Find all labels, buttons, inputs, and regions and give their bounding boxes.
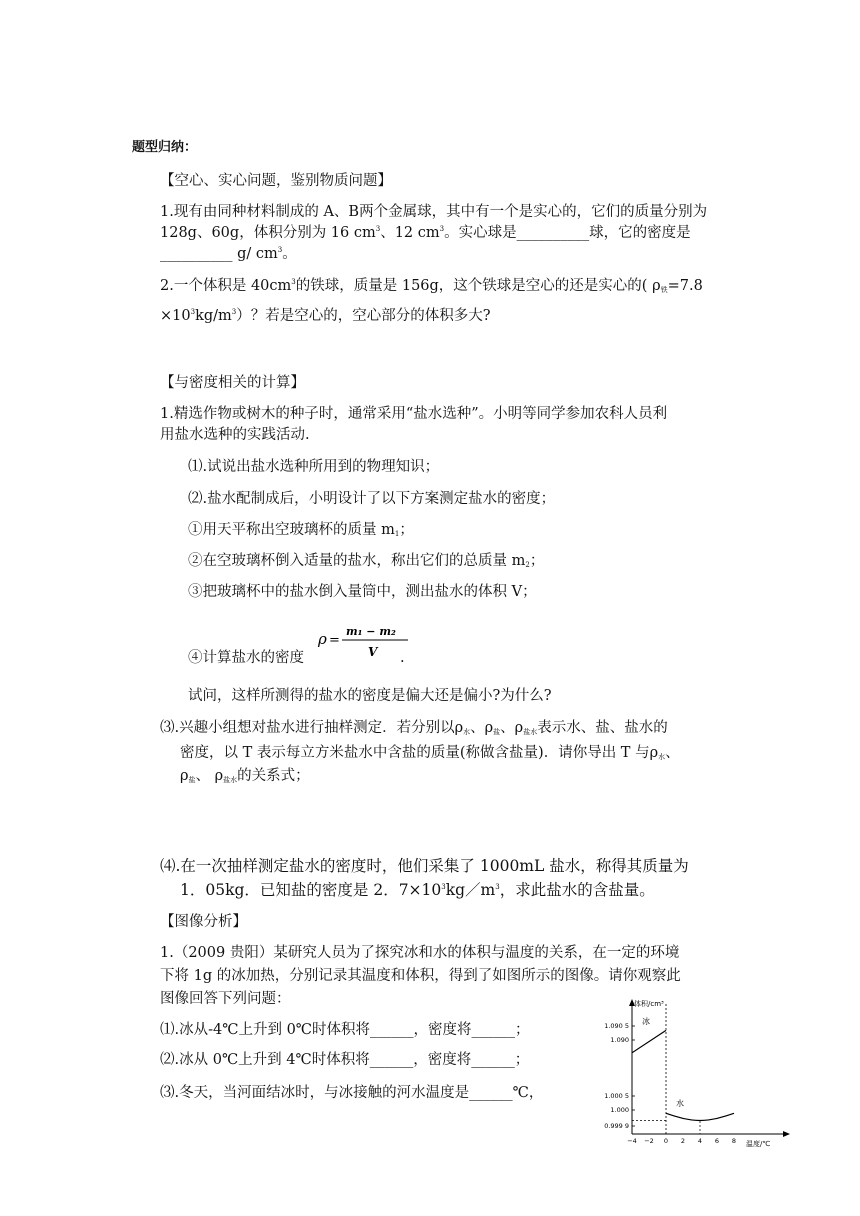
sec1-q1-line2: 128g、60g，体积分别为 16 $cm^3$、12 $cm^3$。实心球是__________球，它的密度是 [160, 225, 691, 241]
y-tick-label: 1.000 5 [604, 1092, 629, 1100]
sec3-q1-answer1: ⑴.冰从-4℃上升到 0℃时体积将______，密度将______； [160, 1022, 530, 1038]
sec2-q1-step3: ③把玻璃杯中的盐水倒入量筒中，测出盐水的体积 V； [188, 584, 537, 600]
sec1-q1-line1: 1.现有由同种材料制成的 A、B两个金属球，其中有一个是实心的，它们的质量分别为 [160, 204, 708, 220]
sec2-q1-line2: 用盐水选种的实践活动. [160, 427, 310, 443]
ice-label: 冰 [642, 1017, 650, 1026]
sec2-p4-line2: 1．05kg．已知盐的密度是 2．$7\times 10^3kg/m^3$，求此盐水的含盐量。 [180, 881, 655, 899]
sec3-q1-line3: 图像回答下列问题： [160, 991, 291, 1007]
sec1-q2-line2: $\times 10^3kg/m^3$）？若是空心的，空心部分的体积多大? [160, 308, 491, 324]
sec2-q1-ask: 试问，这样所测得的盐水的密度是偏大还是偏小?为什么? [188, 688, 552, 704]
formula-denominator: V [368, 645, 378, 659]
y-tick-label: 0.999 9 [604, 1122, 629, 1130]
sec3-q1-answer2: ⑵.冰从 0℃上升到 4℃时体积将______，密度将______； [160, 1052, 530, 1068]
x-axis-arrow [783, 1131, 790, 1137]
sec2-p3-line2: 密度，以 T 表示每立方米盐水中含盐的质量(称做含盐量)．请你导出 T 与$\rho_水$、 [180, 745, 680, 761]
sec2-q1-step4: ④计算盐水的密度 [188, 650, 304, 666]
formula-equals: = [329, 633, 340, 648]
sec3-q1-answer3: ⑶.冬天，当河面结冰时，与冰接触的河水温度是______℃， [160, 1085, 544, 1101]
sec2-q1-part2: ⑵.盐水配制成后，小明设计了以下方案测定盐水的密度； [188, 491, 556, 507]
sec1-title: 【空心、实心问题，鉴别物质问题】 [160, 173, 392, 189]
sec2-q1-part1: ⑴.试说出盐水选种所用到的物理知识； [188, 459, 440, 475]
sec2-q1-line1: 1.精选作物或树木的种子时，通常采用“盐水选种”。小明等同学参加农科人员利 [160, 406, 668, 422]
sec3-title: 【图像分析】 [160, 914, 247, 930]
y-tick-label: 1.000 [610, 1106, 629, 1114]
sec2-p4-line1: ⑷.在一次抽样测定盐水的密度时，他们采集了 1000mL 盐水，称得其质量为 [160, 857, 689, 875]
x-tick-label: −2 [644, 1137, 654, 1145]
y-tick-label: 1.090 [610, 1036, 629, 1044]
x-tick-label: 6 [714, 1137, 720, 1145]
water-curve [666, 1113, 734, 1120]
x-tick-label: 0 [663, 1137, 669, 1145]
x-tick-label: 8 [731, 1137, 737, 1145]
density-formula [316, 621, 412, 661]
guide-lines [632, 1121, 700, 1135]
volume-temperature-graph [596, 996, 792, 1148]
sec3-q1-line1: 1.（2009 贵阳）某研究人员为了探究冰和水的体积与温度的关系，在一定的环境 [160, 945, 680, 961]
sec2-title: 【与密度相关的计算】 [160, 375, 305, 391]
x-tick-label: 2 [680, 1137, 686, 1145]
formula-period: . [400, 650, 405, 666]
sec1-q2-line1: 2.一个体积是 $40cm^3$的铁球，质量是 156g，这个铁球是空心的还是实心的( $\rho_铁=7.8$ [160, 278, 703, 294]
ice-curve [632, 1030, 666, 1052]
sec3-q1-line2: 下将 1g 的冰加热，分别记录其温度和体积，得到了如图所示的图像。请你观察此 [160, 968, 681, 984]
sec2-p3-line1: ⑶.兴趣小组想对盐水进行抽样测定．若分别以$\rho_水$、$\rho_盐$、$\rho_{盐水}$表示水、盐、盐水的 [160, 720, 668, 736]
x-tick-labels [627, 1137, 736, 1145]
formula-rho: ρ [318, 630, 327, 648]
section-heading: 题型归纳： [132, 140, 198, 155]
formula-numerator: m₁ − m₂ [346, 625, 396, 638]
y-tick-labels [604, 1022, 635, 1130]
y-tick-label: 1.090 5 [604, 1022, 629, 1030]
water-label: 水 [676, 1099, 684, 1108]
sec1-q1-line3: __________ g/ $cm^3$。 [160, 246, 297, 262]
x-axis-title: 温度/℃ [746, 1140, 771, 1148]
sec2-p3-line3: $\rho_盐$、 $\rho_{盐水}$的关系式； [180, 768, 310, 784]
x-tick-label: −4 [627, 1137, 637, 1145]
sec2-q1-step2: ②在空玻璃杯倒入适量的盐水，称出它们的总质量 $m_2$； [188, 553, 545, 569]
x-tick-label: 4 [697, 1137, 703, 1145]
sec2-q1-step1: ①用天平称出空玻璃杯的质量 $m_1$； [188, 522, 414, 538]
y-axis-title: 体积/cm³ [634, 1000, 664, 1008]
